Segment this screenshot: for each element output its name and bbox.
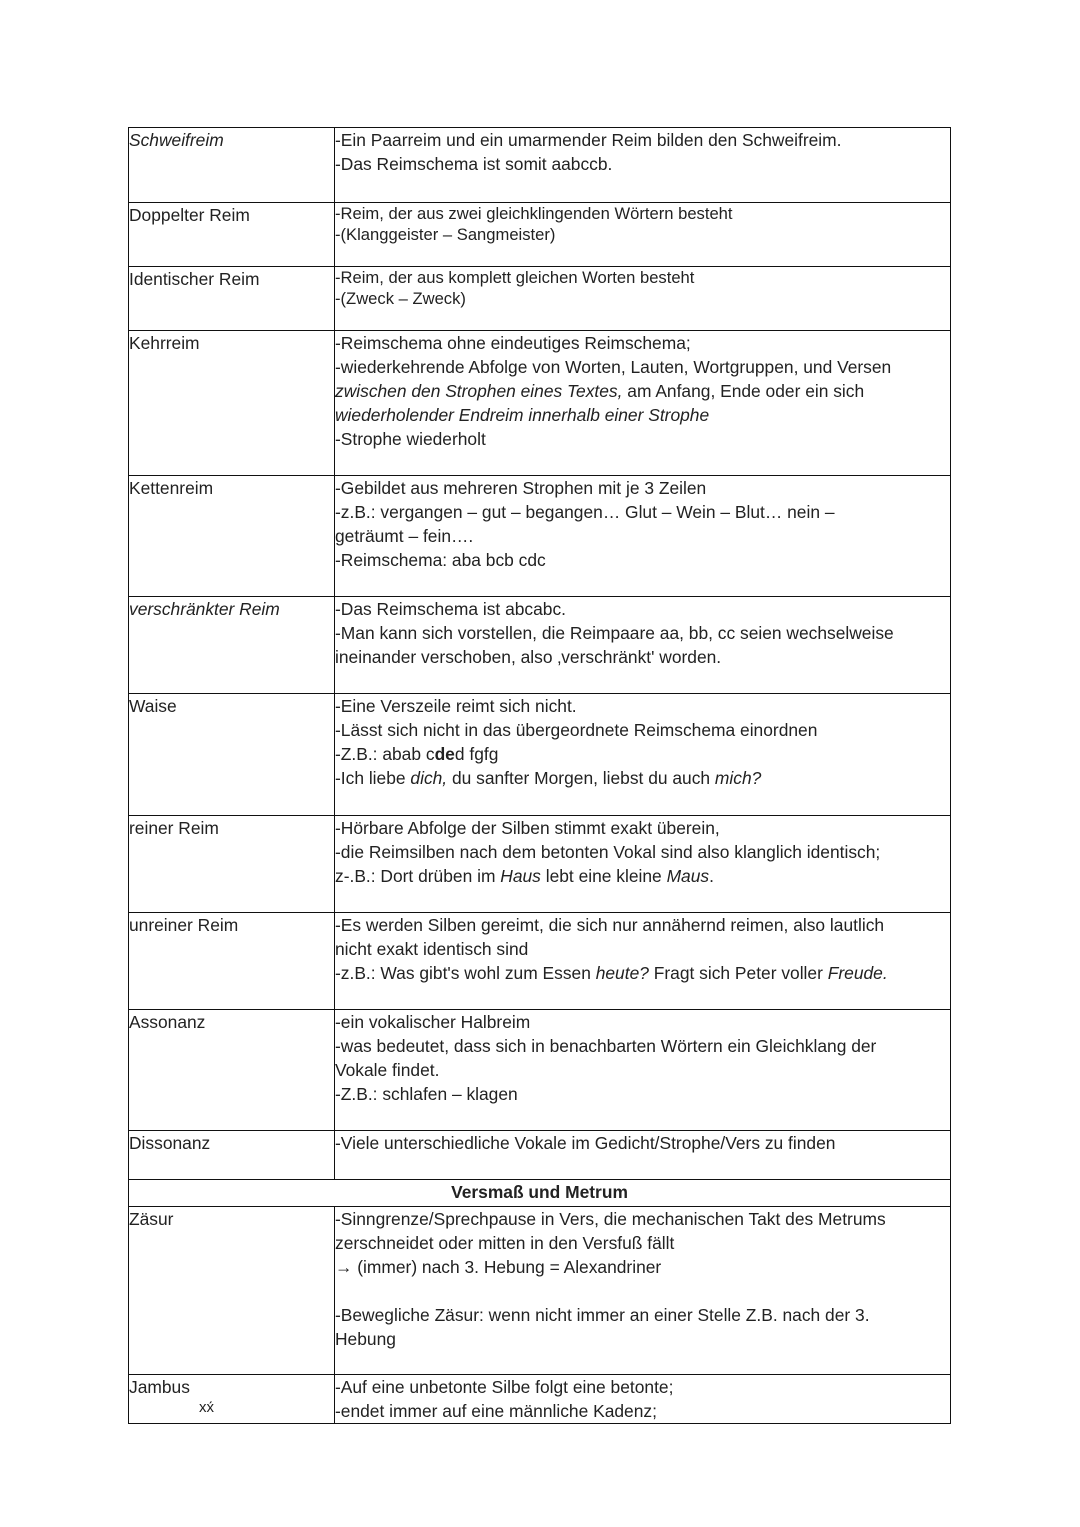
spacer [335,1279,950,1303]
table-row [129,1010,951,1131]
table-row [129,1131,951,1180]
term-cell: Dissonanz [129,1131,335,1180]
definition-cell: -Reim, der aus zwei gleichklingenden Wörtern besteht -(Klanggeister – Sangmeister) [335,203,951,267]
definition-cell: -Es werden Silben gereimt, die sich nur annähernd reimen, also lautlich nicht exakt identisch sind -z.B.: Was gibt's wohl zum Essen heute? Fragt sich Peter voller Freude. [335,913,951,1010]
definition-cell: -Reimschema ohne eindeutiges Reimschema; -wiederkehrende Abfolge von Worten, Lauten, Wortgruppen, und Versen zwischen den Strophen eines Textes, am Anfang, Ende oder ein sich wiederholender Endreim innerhalb einer Strophe -Strophe wiederholt [335,331,951,476]
term-cell: reiner Reim [129,816,335,913]
definition-cell: -Viele unterschiedliche Vokale im Gedicht/Strophe/Vers zu finden [335,1131,951,1180]
term-cell: verschränkter Reim [129,597,335,694]
term-cell: Schweifreim [129,128,335,203]
section-heading: Versmaß und Metrum [129,1180,951,1207]
term-cell: Zäsur [129,1207,335,1375]
section-heading-row [129,1180,951,1207]
definition-cell: -Hörbare Abfolge der Silben stimmt exakt überein, -die Reimsilben nach dem betonten Vokal sind also klanglich identisch; z-.B.: Dort drüben im Haus lebt eine kleine Maus. [335,816,951,913]
table-row [129,694,951,816]
table-row [129,128,951,203]
definition-cell: -Reim, der aus komplett gleichen Worten besteht -(Zweck – Zweck) [335,267,951,331]
table-row [129,331,951,476]
table-row [129,1375,951,1424]
definition-cell: -Das Reimschema ist abcabc. -Man kann sich vorstellen, die Reimpaare aa, bb, cc seien wechselweise ineinander verschoben, also ‚verschränkt' worden. [335,597,951,694]
definition-cell: -Gebildet aus mehreren Strophen mit je 3 Zeilen -z.B.: vergangen – gut – begangen… Glut – Wein – Blut… nein – geträumt – fein…. -Reimschema: aba bcb cdc [335,476,951,597]
term-cell: unreiner Reim [129,913,335,1010]
definition-cell: -ein vokalischer Halbreim -was bedeutet, dass sich in benachbarten Wörtern ein Gleichklang der Vokale findet. -Z.B.: schlafen – klagen [335,1010,951,1131]
term-cell [129,1375,335,1424]
term-cell: Waise [129,694,335,816]
meter-symbol: xx́ [199,1399,214,1416]
table-row [129,267,951,331]
definition-cell: -Ein Paarreim und ein umarmender Reim bilden den Schweifreim. -Das Reimschema ist somit aabccb. [335,128,951,203]
table-row [129,597,951,694]
term-cell: Kehrreim [129,331,335,476]
term-cell: Identischer Reim [129,267,335,331]
table-row [129,476,951,597]
term-cell: Assonanz [129,1010,335,1131]
table-row [129,913,951,1010]
definition-cell: -Sinngrenze/Sprechpause in Vers, die mechanischen Takt des Metrums zerschneidet oder mitten in den Versfuß fällt → (immer) nach 3. Hebung = Alexandriner -Bewegliche Zäsur: wenn nicht immer an einer Stelle Z.B. nach der 3. Hebung [335,1207,951,1375]
term-cell: Doppelter Reim [129,203,335,267]
table-row [129,816,951,913]
table-row [129,1207,951,1375]
term-cell: Kettenreim [129,476,335,597]
glossary-table [128,127,951,1424]
definition-cell: -Eine Verszeile reimt sich nicht. -Lässt sich nicht in das übergeordnete Reimschema einordnen -Z.B.: abab cded fgfg -Ich liebe dich, du sanfter Morgen, liebst du auch mich? [335,694,951,816]
definition-cell: -Auf eine unbetonte Silbe folgt eine betonte; -endet immer auf eine männliche Kadenz; [335,1375,951,1424]
table-row [129,203,951,267]
term-label: Jambus [129,1377,190,1397]
